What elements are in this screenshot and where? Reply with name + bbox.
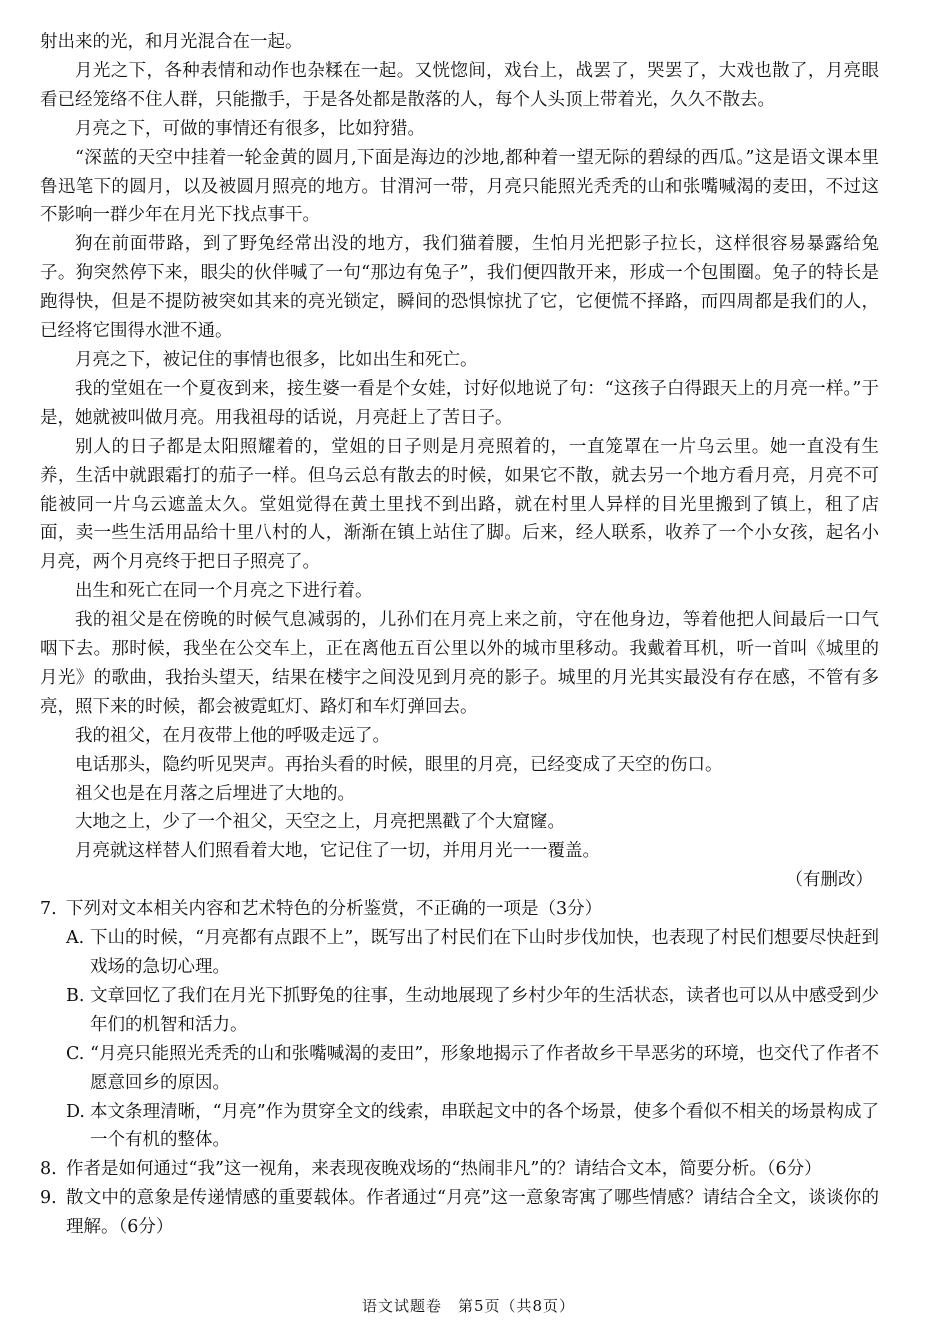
passage-paragraph: “深蓝的天空中挂着一轮金黄的圆月,下面是海边的沙地,都种着一望无际的碧绿的西瓜。”这是语文课本里鲁迅笔下的圆月，以及被圆月照亮的地方。甘渭河一带，月亮只能照光秃秃的山和张嘴喊渴的麦田，不过这不影响一群少年在月光下找点事干。 bbox=[40, 147, 879, 226]
edit-note: （有删改） bbox=[785, 870, 873, 891]
option-label: C. bbox=[66, 1043, 85, 1064]
option-b bbox=[66, 982, 879, 1040]
question-number: 8. bbox=[40, 1159, 57, 1180]
option-text: “月亮只能照光秃秃的山和张嘴喊渴的麦田”，形象地揭示了作者故乡干旱恶劣的环境，也交代了作者不愿意回乡的原因。 bbox=[90, 1043, 879, 1093]
question-text: 下列对文本相关内容和艺术特色的分析鉴赏，不正确的一项是（3分） bbox=[66, 899, 603, 920]
passage bbox=[40, 28, 879, 866]
passage-paragraph: 电话那头，隐约听见哭声。再抬头看的时候，眼里的月亮，已经变成了天空的伤口。 bbox=[75, 754, 723, 775]
passage-paragraph: 我的祖父是在傍晚的时候气息减弱的，儿孙们在月亮上来之前，守在他身边，等着他把人间最后一口气咽下去。那时候，我坐在公交车上，正在离他五百公里以外的城市里移动。我戴着耳机，听一首叫《城里的月光》的歌曲，我抬头望天，结果在楼宇之间没见到月亮的影子。城里的月光其实最没有存在感，不管有多亮，照下来的时候，都会被霓虹灯、路灯和车灯弹回去。 bbox=[40, 610, 879, 717]
passage-paragraph: 出生和死亡在同一个月亮之下进行着。 bbox=[75, 581, 373, 602]
passage-paragraph: 我的堂姐在一个夏夜到来，接生婆一看是个女娃，讨好似地说了句：“这孩子白得跟天上的月亮一样。”于是，她就被叫做月亮。用我祖母的话说，月亮赶上了苦日子。 bbox=[40, 378, 879, 428]
option-label: D. bbox=[66, 1101, 85, 1122]
question-number: 7. bbox=[40, 899, 57, 920]
question-9 bbox=[40, 1184, 879, 1242]
page-footer: 语文试题卷 第5页（共8页） bbox=[361, 1297, 576, 1315]
option-text: 下山的时候，“月亮都有点跟不上”，既写出了村民们在下山时步伐加快，也表现了村民们想要尽快赶到戏场的急切心理。 bbox=[90, 928, 879, 977]
passage-paragraph: 月亮之下，可做的事情还有很多，比如狩猎。 bbox=[75, 118, 425, 139]
passage-paragraph: 月亮就这样替人们照看着大地，它记住了一切，并用月光一一覆盖。 bbox=[75, 841, 600, 862]
option-label: A. bbox=[66, 928, 85, 949]
option-a bbox=[66, 924, 879, 982]
passage-paragraph: 射出来的光，和月光混合在一起。 bbox=[40, 32, 303, 52]
passage-paragraph: 祖父也是在月落之后埋进了大地的。 bbox=[75, 783, 355, 804]
passage-paragraph: 狗在前面带路，到了野兔经常出没的地方，我们猫着腰，生怕月光把影子拉长，这样很容易暴露给兔子。狗突然停下来，眼尖的伙伴喊了一句“那边有兔子”，我们便四散开来，形成一个包围圈。兔子的特长是跑得快，但是不提防被突如其来的亮光锁定，瞬间的恐惧惊扰了它，它便慌不择路，而四周都是我们的人，已经将它围得水泄不通。 bbox=[40, 234, 879, 342]
question-number: 9. bbox=[40, 1188, 57, 1209]
passage-paragraph: 月亮之下，被记住的事情也很多，比如出生和死亡。 bbox=[75, 349, 478, 370]
option-label: B. bbox=[66, 985, 85, 1006]
question-text: 作者是如何通过“我”这一视角，来表现夜晚戏场的“热闹非凡”的？请结合文本，简要分析。（6分） bbox=[66, 1159, 822, 1180]
passage-paragraph: 我的祖父，在月夜带上他的呼吸走远了。 bbox=[75, 725, 390, 746]
option-text: 文章回忆了我们在月光下抓野兔的往事，生动地展现了乡村少年的生活状态，读者也可以从中感受到少年们的机智和活力。 bbox=[90, 985, 879, 1035]
option-d bbox=[66, 1098, 879, 1156]
passage-paragraph: 月光之下，各种表情和动作也杂糅在一起。又恍惚间，戏台上，战罢了，哭罢了，大戏也散了，月亮眼看已经笼络不住人群，只能撒手，于是各处都是散落的人，每个人头顶上带着光，久久不散去。 bbox=[40, 60, 879, 110]
question-text: 散文中的意象是传递情感的重要载体。作者通过“月亮”这一意象寄寓了哪些情感？请结合全文，谈谈你的理解。（6分） bbox=[66, 1188, 879, 1238]
question-8 bbox=[40, 1155, 879, 1184]
option-c bbox=[66, 1040, 879, 1098]
passage-paragraph: 别人的日子都是太阳照耀着的，堂姐的日子则是月亮照着的，一直笼罩在一片乌云里。她一直没有生养，生活中就跟霜打的茄子一样。但乌云总有散去的时候，如果它不散，就去另一个地方看月亮，月亮不可能被同一片乌云遮盖太久。堂姐觉得在黄土里找不到出路，就在村里人异样的目光里搬到了镇上，租了店面，卖一些生活用品给十里八村的人，渐渐在镇上站住了脚。后来，经人联系，收养了一个小女孩，起名小月亮，两个月亮终于把日子照亮了。 bbox=[40, 436, 879, 573]
option-text: 本文条理清晰，“月亮”作为贯穿全文的线索，串联起文中的各个场景，使多个看似不相关的场景构成了一个有机的整体。 bbox=[90, 1101, 879, 1151]
passage-paragraph: 大地之上，少了一个祖父，天空之上，月亮把黑戳了个大窟窿。 bbox=[75, 812, 565, 833]
question-7 bbox=[40, 895, 879, 1155]
